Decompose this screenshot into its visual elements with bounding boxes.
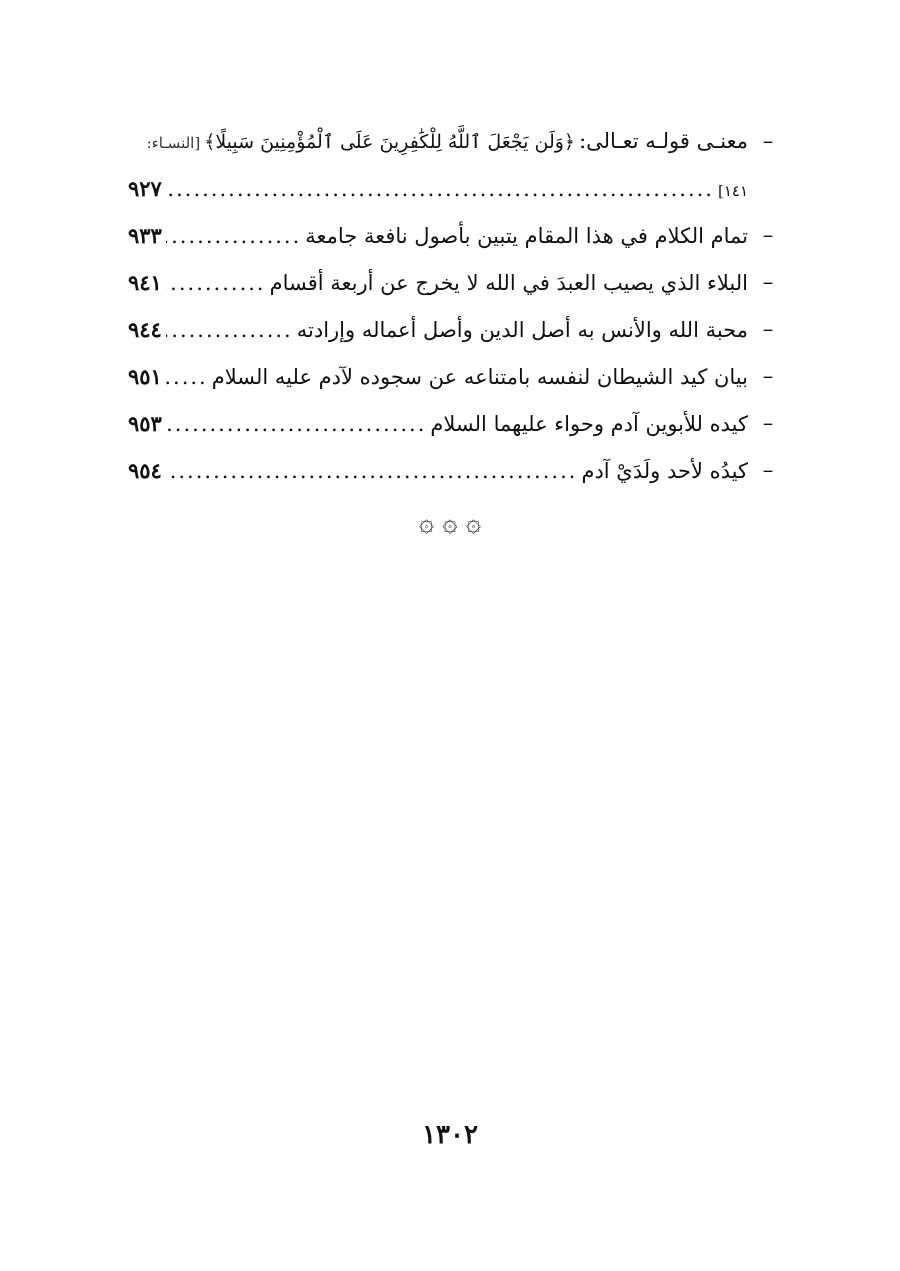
section-end-ornament: ۞ ۞ ۞: [418, 508, 482, 538]
dot-leader: [166, 354, 208, 401]
entry-row: [128, 165, 748, 215]
toc-entry: [128, 306, 788, 353]
table-of-contents: [128, 118, 788, 494]
page-number: ٩٥٤: [128, 458, 162, 483]
toc-entry: [128, 353, 788, 400]
dot-leader: [166, 166, 714, 213]
entry-row: [128, 353, 748, 401]
entry-title: بيان كيد الشيطان لنفسه بامتناعه عن سجوده لآدم عليه السلام: [211, 365, 748, 389]
dot-leader: [166, 401, 427, 448]
toc-entry-continuation: [128, 165, 788, 212]
dot-leader: [166, 307, 293, 354]
entry-row: [128, 118, 748, 167]
entry-title: معنـى قولـه تعـالى:: [579, 129, 748, 153]
verse-reference-close: ١٤١]: [717, 182, 748, 200]
entry-row: [128, 447, 748, 495]
page-number: ٩٥٣: [128, 411, 162, 436]
quran-verse: ﴿وَلَن يَجْعَلَ ٱللَّهُ لِلْكَٰفِرِينَ عَلَى ٱلْمُؤْمِنِينَ سَبِيلًا﴾: [204, 131, 576, 153]
page-number: ٩٤١: [128, 270, 162, 295]
page-folio-number: ١٣٠٢: [422, 1120, 478, 1150]
verse-reference: [النسـاء:: [146, 134, 201, 152]
entry-row: [128, 400, 748, 448]
entry-dash: –: [762, 411, 774, 435]
toc-entry: [128, 212, 788, 259]
page-number: ٩٤٤: [128, 317, 162, 342]
entry-title: تمام الكلام في هذا المقام يتبين بأصول نافعة جامعة: [305, 224, 748, 248]
entry-title: محبة الله والأنس به أصل الدين وأصل أعماله وإرادته: [296, 318, 748, 342]
toc-entry: [128, 400, 788, 447]
page-number: ٩٢٧: [128, 176, 162, 201]
entry-title: البلاء الذي يصيب العبدَ في الله لا يخرج عن أربعة أقسام: [269, 271, 748, 295]
toc-entry: [128, 259, 788, 306]
page-number: ٩٣٣: [128, 223, 162, 248]
entry-dash: –: [762, 317, 774, 341]
entry-title: كيده للأبوين آدم وحواء عليهما السلام: [430, 412, 748, 436]
entry-dash: –: [762, 270, 774, 294]
entry-row: [128, 259, 748, 307]
entry-dash: –: [762, 223, 774, 247]
entry-dash: –: [762, 364, 774, 388]
dot-leader: [166, 448, 578, 495]
entry-row: [128, 212, 748, 260]
page-number: ٩٥١: [128, 364, 162, 389]
entry-dash: –: [762, 129, 774, 153]
toc-entry: [128, 118, 788, 165]
dot-leader: [166, 260, 266, 307]
entry-dash: –: [762, 458, 774, 482]
toc-entry: [128, 447, 788, 494]
entry-row: [128, 306, 748, 354]
dot-leader: [166, 213, 301, 260]
entry-title: كيدُه لأحد ولَدَيْ آدم: [581, 459, 748, 483]
